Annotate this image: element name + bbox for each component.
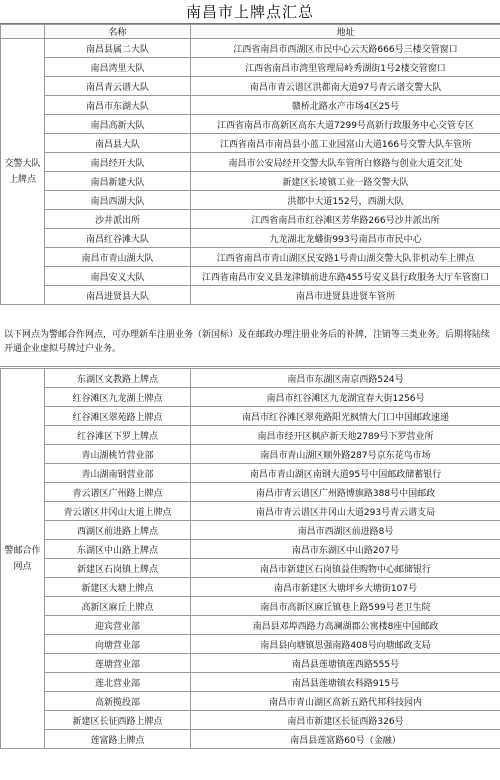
table-row	[1, 540, 500, 559]
row-name: 东湖区中山路上牌点	[45, 540, 191, 559]
row-name: 高新区麻丘上牌点	[45, 597, 191, 616]
post-cooperation-table	[0, 368, 500, 749]
row-address: 九龙湖北龙蟠街993号南昌市市民中心	[191, 229, 500, 248]
row-address: 赣桥北路水产市场4区25号	[191, 96, 500, 115]
table-row	[1, 692, 500, 711]
table-row	[1, 115, 500, 134]
row-address: 南昌市青山湖区南钢大道95号中国邮政储蓄银行	[191, 464, 500, 483]
row-address: 新建区长堎镇工业一路交警大队	[191, 172, 500, 191]
row-name: 南昌县大队	[45, 134, 191, 153]
table-row	[1, 153, 500, 172]
row-name: 南昌进贤县大队	[45, 286, 191, 305]
row-address: 南昌县向塘镇思强南路408号向塘邮政支局	[191, 635, 500, 654]
table-row	[1, 39, 500, 58]
table-row	[1, 597, 500, 616]
header-name: 名称	[45, 25, 191, 39]
header-address: 地址	[191, 25, 500, 39]
row-address: 南昌市青云谱区井冈山大道293号青云谱支局	[191, 502, 500, 521]
row-name: 青山湖南钢营业部	[45, 464, 191, 483]
row-name: 南昌市青山湖大队	[45, 248, 191, 267]
traffic-police-table	[0, 24, 500, 305]
row-name: 青山湖桃竹营业部	[45, 445, 191, 464]
row-name: 向塘营业部	[45, 635, 191, 654]
row-name: 南昌湾里大队	[45, 58, 191, 77]
table-row	[1, 369, 500, 388]
row-address: 南昌市西湖区前进路8号	[191, 521, 500, 540]
row-address: 南昌市进贤县进贤车管所	[191, 286, 500, 305]
section-label-traffic-police: 交警大队上牌点	[1, 39, 45, 305]
table-row	[1, 711, 500, 730]
row-name: 西湖区前进路上牌点	[45, 521, 191, 540]
row-address: 南昌市青山湖区顺外路287号京东花鸟市场	[191, 445, 500, 464]
row-address: 南昌市经开区枫庐新天地2789号下罗营业所	[191, 426, 500, 445]
table-row	[1, 464, 500, 483]
section-label-post-cooperation: 警邮合作网点	[1, 369, 45, 749]
table-row	[1, 483, 500, 502]
table-row	[1, 673, 500, 692]
row-name: 莲塘营业部	[45, 654, 191, 673]
row-address: 江西省南昌市安义县龙津镇前进东路455号安义县行政服务大厅车管窗口	[191, 267, 500, 286]
row-name: 红谷滩区翠苑路上牌点	[45, 407, 191, 426]
table-row	[1, 502, 500, 521]
table-row	[1, 58, 500, 77]
row-name: 新建区石岗镇上牌点	[45, 559, 191, 578]
row-address: 南昌市东湖区南京西路524号	[191, 369, 500, 388]
row-name: 东湖区文教路上牌点	[45, 369, 191, 388]
table-row	[1, 267, 500, 286]
row-address: 南昌市红谷滩区九龙湖宜春大街1256号	[191, 388, 500, 407]
row-name: 南昌县属二大队	[45, 39, 191, 58]
row-address: 洪都中大道152号，西湖大队	[191, 191, 500, 210]
row-address: 南昌市青山湖区高新五路代邦科技园内	[191, 692, 500, 711]
table-row	[1, 730, 500, 749]
row-address: 江西省南昌市青山湖区民安路1号青山湖交警大队非机动车上牌点	[191, 248, 500, 267]
row-address: 南昌县莲富路60号（金融）	[191, 730, 500, 749]
row-name: 南昌高新大队	[45, 115, 191, 134]
table-row	[1, 521, 500, 540]
row-name: 南昌市东湖大队	[45, 96, 191, 115]
row-name: 红谷滩区下罗上牌点	[45, 426, 191, 445]
cooperation-note: 以下网点为警邮合作网点，可办理新车注册业务（新国标）及在邮政办理注册业务后的补牌，注销等三类业务。后期将陆续开通企业虚拟号牌过户业务。	[0, 325, 500, 367]
row-address: 南昌市新建区石岗镇益佳购物中心邮储银行	[191, 559, 500, 578]
row-address: 南昌县莲塘镇农科路915号	[191, 673, 500, 692]
row-address: 南昌市红谷滩区翠苑路阳光枫情大门口中国邮政速递	[191, 407, 500, 426]
row-name: 青云谱区井冈山大道上牌点	[45, 502, 191, 521]
row-name: 南昌新建大队	[45, 172, 191, 191]
row-address: 南昌县邓埠西路力高澜湖郡公寓楼8座中国邮政	[191, 616, 500, 635]
table-row	[1, 559, 500, 578]
row-name: 南昌西湖大队	[45, 191, 191, 210]
table-header-row	[1, 25, 500, 39]
table-row	[1, 134, 500, 153]
row-address: 南昌市青云谱区洪都南大道97号青云谱交警大队	[191, 77, 500, 96]
row-name: 沙井派出所	[45, 210, 191, 229]
page-title: 南昌市上牌点汇总	[0, 0, 500, 24]
table-row	[1, 191, 500, 210]
row-address: 南昌市新建区大塘坪乡大塘街107号	[191, 578, 500, 597]
row-address: 南昌市新建区长征西路326号	[191, 711, 500, 730]
table-row	[1, 77, 500, 96]
row-address: 南昌市东湖区中山路207号	[191, 540, 500, 559]
row-name: 南昌青云谱大队	[45, 77, 191, 96]
table-row	[1, 578, 500, 597]
row-address: 南昌县莲塘镇莲西路555号	[191, 654, 500, 673]
table-row	[1, 654, 500, 673]
row-name: 南昌经开大队	[45, 153, 191, 172]
header-blank	[1, 25, 45, 39]
row-address: 南昌市公安局经开交警大队车管所白修路与创业大道交汇处	[191, 153, 500, 172]
row-address: 江西省南昌市湾里管理局岭秀湖街1号2楼交管窗口	[191, 58, 500, 77]
row-name: 红谷滩区九龙湖上牌点	[45, 388, 191, 407]
row-address: 南昌市高新区麻丘镇巷上路599号老卫生院	[191, 597, 500, 616]
row-name: 南昌红谷滩大队	[45, 229, 191, 248]
row-name: 莲北营业部	[45, 673, 191, 692]
row-name: 新建区长征西路上牌点	[45, 711, 191, 730]
row-address: 江西省南昌市红谷滩区芳华路266号沙井派出所	[191, 210, 500, 229]
row-address: 江西省南昌市高新区高东大道7299号高新行政服务中心交管专区	[191, 115, 500, 134]
row-name: 新建区大塘上牌点	[45, 578, 191, 597]
row-name: 青云谱区广州路上牌点	[45, 483, 191, 502]
table-row	[1, 172, 500, 191]
table-row	[1, 388, 500, 407]
table-row	[1, 407, 500, 426]
row-address: 江西省南昌市西湖区市民中心云天路666号三楼交管窗口	[191, 39, 500, 58]
table-row	[1, 635, 500, 654]
row-name: 高新揽投部	[45, 692, 191, 711]
table-row	[1, 616, 500, 635]
row-name: 莲富路上牌点	[45, 730, 191, 749]
table-row	[1, 210, 500, 229]
table-row	[1, 248, 500, 267]
table-row	[1, 286, 500, 305]
row-address: 南昌市青云谱区广州路博旗路388号中国邮政	[191, 483, 500, 502]
table-row	[1, 426, 500, 445]
row-address: 江西省南昌市南昌县小蓝工业园富山大道166号交警大队车管所	[191, 134, 500, 153]
row-name: 迎宾营业部	[45, 616, 191, 635]
table-row	[1, 445, 500, 464]
table-row	[1, 96, 500, 115]
row-name: 南昌安义大队	[45, 267, 191, 286]
table-row	[1, 229, 500, 248]
